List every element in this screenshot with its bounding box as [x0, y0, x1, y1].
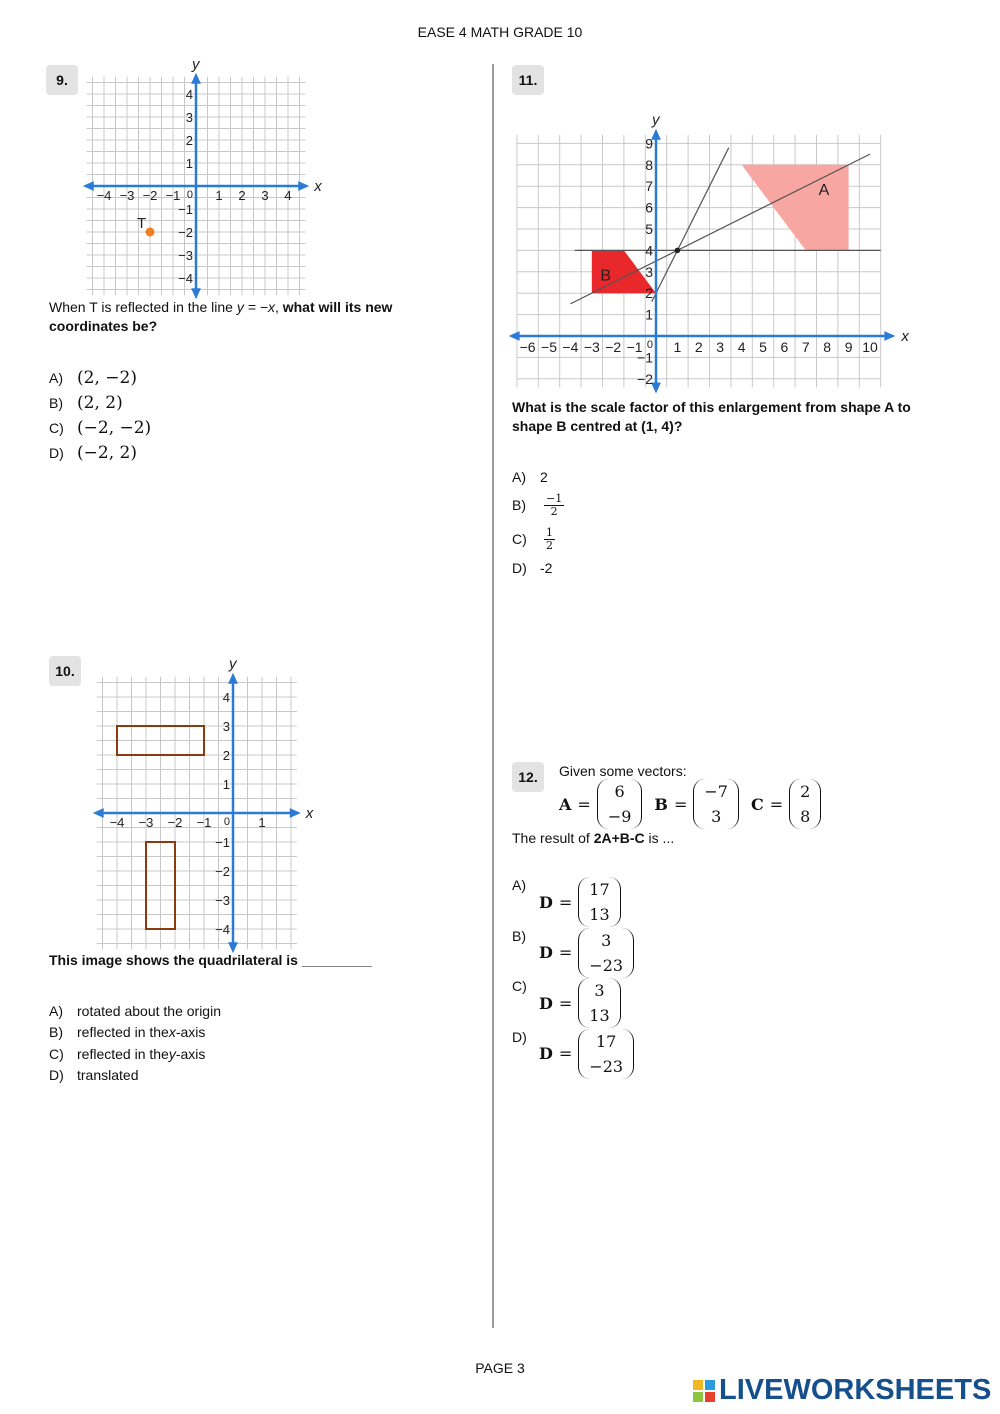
y-tick-label: −2	[637, 370, 653, 387]
x-tick-label: 2	[238, 188, 246, 203]
x-tick-label: −2	[142, 188, 158, 203]
x-axis-arrow-left	[93, 808, 104, 818]
q9-option-d[interactable]	[49, 440, 151, 465]
q10-options	[49, 1000, 221, 1086]
x-axis-label: x	[314, 178, 322, 195]
q12-option-b-matrix	[578, 928, 634, 978]
q10-option-b[interactable]	[49, 1022, 221, 1044]
q11-options	[512, 466, 564, 580]
q10-coordinate-graph	[90, 650, 314, 950]
q12-result-text	[512, 829, 674, 848]
x-tick-label: 6	[780, 339, 789, 355]
x-tick-label: 5	[759, 339, 767, 355]
vector-b-top: −7	[704, 782, 728, 801]
q12-option-d-letter: D)	[512, 1028, 527, 1045]
q12-options	[512, 877, 634, 1079]
y-tick-label: 4	[222, 690, 230, 705]
question-12-number: 12.	[512, 762, 544, 792]
q12-option-a-bottom: 13	[589, 905, 610, 924]
q10-option-c[interactable]	[49, 1043, 221, 1065]
q12-option-b-bottom: −23	[589, 955, 624, 975]
q12-option-b-letter: B)	[512, 927, 526, 944]
q12-option-c-name: D	[539, 993, 553, 1013]
vector-a	[559, 779, 642, 829]
q11-option-c-fraction	[544, 527, 555, 552]
q10-option-c-letter: C)	[49, 1045, 64, 1062]
q11-option-b[interactable]	[512, 488, 564, 522]
question-11-number: 11.	[512, 65, 544, 95]
q10-blank: _________	[301, 952, 372, 968]
q10-option-b-var: x	[168, 1024, 176, 1041]
liveworksheets-logo-text: LIVEWORKSHEETS	[719, 1374, 992, 1406]
q11-option-c-den: 2	[546, 538, 553, 552]
q12-option-c-eq: =	[558, 993, 573, 1013]
vector-a-name: A	[559, 794, 572, 814]
q9-option-b-text: (2, 2)	[77, 392, 123, 413]
q12-intro: Given some vectors:	[559, 763, 687, 779]
point-t-label: T	[137, 215, 147, 232]
vector-c-matrix	[789, 779, 821, 829]
vector-c-top: 2	[800, 782, 811, 801]
q9-option-a-letter: A)	[49, 369, 63, 386]
y-tick-label: −4	[178, 271, 193, 286]
y-tick-label: 8	[645, 156, 653, 173]
q9-coordinate-graph	[82, 55, 322, 302]
q12-result-pre: The result of	[512, 830, 594, 846]
y-tick-label: 3	[222, 719, 230, 734]
x-tick-label: 2	[694, 339, 703, 355]
vector-a-top: 6	[614, 782, 625, 801]
x-tick-label: −3	[138, 815, 154, 830]
q11-option-a[interactable]	[512, 466, 564, 488]
q10-option-a[interactable]	[49, 1000, 221, 1022]
x-tick-label: −1	[626, 339, 643, 355]
x-tick-label: 9	[844, 339, 853, 355]
shape-b-label: B	[600, 267, 612, 285]
q9-option-c-letter: C)	[49, 419, 64, 436]
q11-option-d[interactable]	[512, 556, 564, 580]
q12-option-c-bottom: 13	[589, 1006, 610, 1025]
q12-option-b-name: D	[539, 943, 553, 962]
q12-option-a-top: 17	[589, 880, 610, 899]
q12-vectors	[559, 779, 821, 829]
x-axis-arrow-left	[83, 181, 94, 191]
q11-option-c-letter: C)	[512, 531, 527, 547]
vector-b-matrix	[693, 779, 739, 829]
q12-option-c-letter: C)	[512, 978, 527, 994]
q10-option-d[interactable]	[49, 1065, 221, 1087]
q12-option-d-matrix	[578, 1029, 634, 1079]
x-tick-label: 4	[737, 339, 746, 355]
y-tick-label: 3	[185, 110, 193, 125]
q11-option-d-text: -2	[540, 560, 553, 576]
q11-option-c-num: 1	[546, 525, 553, 539]
q12-option-a-matrix	[578, 877, 620, 927]
x-tick-label: 4	[284, 188, 292, 203]
question-10-text	[49, 951, 469, 970]
q11-option-b-letter: B)	[512, 497, 526, 513]
q9-question-math: y = −x	[236, 299, 275, 315]
q11-option-d-letter: D)	[512, 560, 527, 576]
q12-result-post: is ...	[644, 830, 675, 846]
q12-option-b-vector	[539, 928, 634, 978]
q10-option-a-text: rotated about the origin	[77, 1002, 221, 1019]
y-tick-label: −3	[215, 893, 230, 908]
origin-label: 0	[186, 189, 193, 201]
question-9-number: 9.	[46, 65, 78, 95]
y-axis-label: y	[229, 655, 237, 673]
q9-option-a-text: (2, −2)	[77, 367, 137, 388]
question-9-text	[49, 298, 469, 336]
q10-option-c-var: y	[168, 1045, 176, 1062]
y-tick-label: 3	[645, 263, 653, 280]
x-tick-label: −1	[165, 188, 181, 203]
y-tick-label: 7	[645, 178, 653, 195]
q12-option-b-top: 3	[601, 930, 612, 950]
q11-option-a-letter: A)	[512, 469, 526, 485]
y-axis-arrow-up	[228, 673, 238, 684]
y-axis-label: y	[652, 111, 660, 129]
y-tick-label: 1	[645, 306, 653, 323]
x-tick-label: −1	[196, 815, 212, 830]
page-footer: PAGE 3	[475, 1360, 525, 1376]
q9-question-bold: what will its new coordinates be?	[49, 299, 393, 334]
liveworksheets-logo[interactable]	[692, 1374, 991, 1407]
vector-c	[751, 779, 821, 829]
x-tick-label: 10	[862, 339, 878, 355]
x-tick-label: 1	[215, 188, 223, 203]
y-tick-label: −1	[215, 835, 230, 850]
q12-option-a[interactable]	[512, 877, 634, 928]
vector-a-eq: =	[577, 794, 591, 814]
q9-option-d-text: (−2, 2)	[77, 442, 137, 463]
q12-result-bold: 2A+B-C	[593, 830, 645, 846]
vector-b-name: B	[654, 794, 668, 814]
y-tick-label: 4	[645, 242, 653, 259]
q10-option-c-pre: reflected in the	[77, 1045, 169, 1062]
x-axis-label: x	[901, 328, 909, 345]
q9-option-c[interactable]	[49, 415, 151, 440]
y-tick-label: 6	[645, 199, 653, 216]
liveworksheets-logo-icon	[692, 1379, 716, 1403]
q11-option-b-num: −1	[546, 491, 563, 505]
x-tick-label: −4	[96, 188, 112, 203]
y-tick-label: 9	[645, 135, 653, 152]
y-tick-label: 2	[185, 133, 193, 148]
q12-option-d-eq: =	[558, 1044, 573, 1063]
ray-line-steep	[652, 148, 729, 302]
x-tick-label: 1	[673, 339, 682, 355]
y-tick-label: −2	[178, 225, 193, 240]
x-tick-label: −4	[109, 815, 125, 830]
q11-option-b-fraction	[544, 493, 564, 518]
vector-b-bottom: 3	[711, 807, 722, 826]
question-11-text: What is the scale factor of this enlargement from shape A to shape B centred at (1, 4)?	[512, 399, 911, 434]
q10-option-b-letter: B)	[49, 1024, 63, 1041]
vector-c-eq: =	[769, 794, 784, 814]
y-tick-label: 4	[185, 87, 193, 102]
shape-a-label: A	[818, 181, 830, 199]
x-axis-arrow-right	[298, 181, 309, 191]
x-axis-label: x	[305, 805, 314, 822]
q10-option-b-pre: reflected in the	[77, 1024, 169, 1041]
vector-a-bottom: −9	[607, 807, 632, 826]
y-axis-arrow-up	[191, 73, 201, 84]
question-10-number: 10.	[49, 656, 81, 686]
vector-c-bottom: 8	[800, 807, 811, 826]
y-tick-label: −1	[178, 202, 193, 217]
q9-option-c-text: (−2, −2)	[77, 417, 152, 438]
q10-option-d-letter: D)	[49, 1067, 64, 1084]
column-divider	[492, 64, 494, 1328]
q10-option-d-text: translated	[77, 1067, 139, 1084]
q12-option-a-vector	[539, 877, 621, 927]
x-tick-label: 7	[801, 339, 810, 355]
vector-a-matrix	[597, 779, 643, 829]
x-axis-arrow-right	[884, 331, 895, 341]
y-axis-label: y	[192, 55, 200, 73]
x-tick-label: 3	[261, 188, 269, 203]
q12-option-a-eq: =	[558, 892, 573, 912]
x-tick-label: 3	[716, 339, 725, 355]
q11-coordinate-graph	[505, 98, 925, 398]
q12-option-d-bottom: −23	[589, 1056, 624, 1076]
x-tick-label: −5	[541, 339, 557, 355]
q10-question: This image shows the quadrilateral is	[49, 952, 302, 968]
q9-question-mid: ,	[274, 299, 283, 315]
q9-option-b[interactable]	[49, 390, 151, 415]
vector-b	[654, 779, 739, 829]
y-tick-label: −3	[178, 248, 193, 263]
y-tick-label: −2	[215, 864, 230, 879]
origin-label: 0	[223, 816, 230, 828]
q12-option-b[interactable]	[512, 928, 634, 979]
vector-c-name: C	[750, 794, 764, 814]
q12-option-a-name: D	[539, 892, 553, 912]
q10-option-c-post: -axis	[175, 1045, 206, 1062]
q12-option-c-matrix	[578, 978, 620, 1028]
q11-option-c[interactable]	[512, 522, 564, 556]
q12-option-d-vector	[539, 1029, 634, 1079]
q12-option-b-eq: =	[558, 943, 573, 962]
q10-option-a-letter: A)	[49, 1002, 63, 1019]
q12-option-a-letter: A)	[512, 877, 526, 893]
center-of-enlargement	[675, 248, 681, 254]
q9-options	[49, 365, 151, 465]
y-tick-label: −4	[215, 922, 230, 937]
q12-option-c[interactable]	[512, 978, 634, 1029]
x-tick-label: −3	[583, 339, 600, 355]
q12-option-d-top: 17	[595, 1031, 617, 1051]
x-axis-arrow-left	[509, 331, 520, 341]
q12-option-d-name: D	[539, 1044, 553, 1063]
x-tick-label: −2	[605, 339, 622, 355]
q9-option-b-letter: B)	[49, 394, 63, 411]
q9-question-pre: When T is reflected in the line	[49, 299, 237, 315]
q11-option-a-text: 2	[540, 469, 548, 485]
x-tick-label: 8	[823, 339, 832, 355]
page-header: EASE 4 MATH GRADE 10	[417, 24, 583, 40]
origin-label: 0	[646, 339, 653, 351]
q9-option-a[interactable]	[49, 365, 151, 390]
y-tick-label: 1	[222, 777, 230, 792]
q11-option-b-den: 2	[550, 504, 558, 518]
q12-option-d[interactable]	[512, 1029, 634, 1080]
q12-option-c-vector	[539, 978, 621, 1028]
q10-option-b-post: -axis	[175, 1024, 206, 1041]
vector-b-eq: =	[673, 794, 688, 814]
y-tick-label: 1	[185, 156, 193, 171]
x-tick-label: −4	[562, 339, 579, 355]
y-tick-label: 2	[222, 748, 230, 763]
q12-option-c-top: 3	[594, 981, 605, 1000]
x-tick-label: −3	[119, 188, 135, 203]
y-tick-label: 2	[645, 285, 653, 302]
y-tick-label: −1	[637, 349, 653, 366]
q9-option-d-letter: D)	[49, 444, 64, 461]
x-tick-label: −2	[167, 815, 183, 830]
x-tick-label: 1	[258, 815, 266, 830]
point-t	[146, 228, 155, 237]
y-tick-label: 5	[645, 221, 653, 237]
x-tick-label: −6	[519, 339, 536, 355]
x-axis-arrow-right	[290, 808, 301, 818]
